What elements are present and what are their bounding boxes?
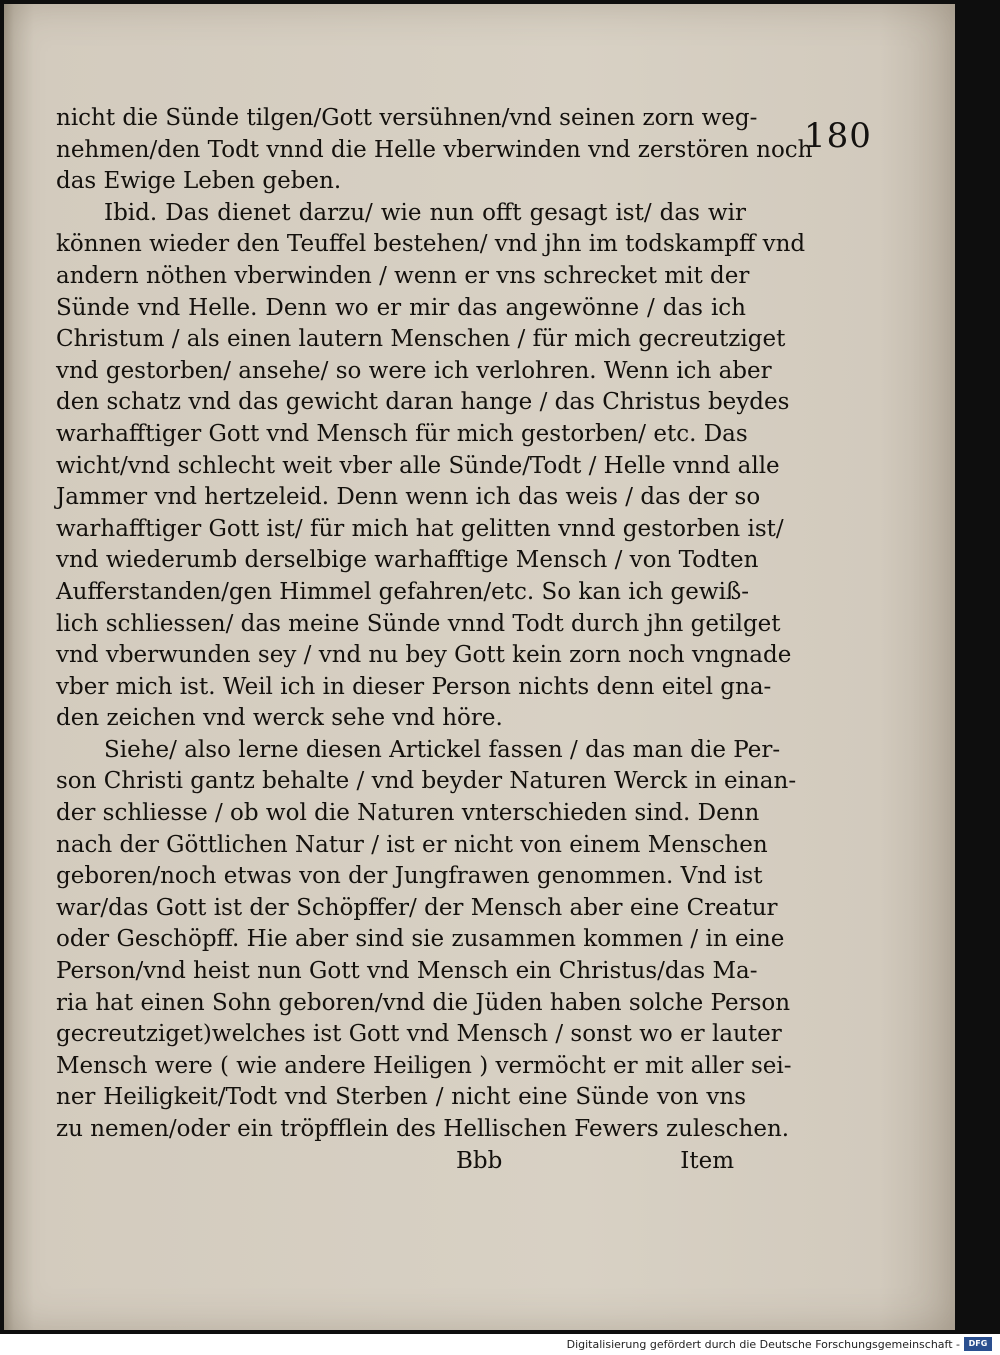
text-block	[56, 103, 813, 1177]
footer-bar	[0, 1334, 1000, 1355]
text-line: den zeichen vnd werck sehe vnd höre.	[56, 705, 503, 732]
signature-mark: Bbb	[456, 1147, 503, 1174]
text-line: oder Geschöpff. Hie aber sind sie zusammen kommen / in eine	[56, 926, 785, 953]
text-line: das Ewige Leben geben.	[56, 168, 342, 195]
text-line: der schliesse / ob wol die Naturen vnterschieden sind. Denn	[56, 800, 760, 827]
text-line: können wieder den Teuffel bestehen/ vnd jhn im todskampff vnd	[56, 231, 806, 258]
text-line: gecreutziget)welches ist Gott vnd Mensch / sonst wo er lauter	[56, 1021, 782, 1048]
text-line: zu nemen/oder ein tröpfflein des Hellischen Fewers zuleschen.	[56, 1116, 790, 1142]
page-number: 180	[804, 116, 872, 156]
signature-line	[56, 1146, 746, 1178]
catchword: Item	[680, 1147, 734, 1174]
text-line: warhafftiger Gott vnd Mensch für mich gestorben/ etc. Das	[56, 420, 748, 447]
funding-notice: Digitalisierung gefördert durch die Deutsche Forschungsgemeinschaft -	[566, 1338, 960, 1351]
text-line: warhafftiger Gott ist/ für mich hat gelitten vnnd gestorben ist/	[56, 515, 784, 542]
text-line: vnd vberwunden sey / vnd nu bey Gott kein zorn noch vngnade	[56, 642, 792, 669]
text-line: lich schliessen/ das meine Sünde vnnd Todt durch jhn getilget	[56, 610, 781, 637]
text-line: ner Heiligkeit/Todt vnd Sterben / nicht eine Sünde von vns	[56, 1084, 746, 1111]
text-line: geboren/noch etwas von der Jungfrawen genommen. Vnd ist	[56, 863, 763, 890]
text-line: vber mich ist. Weil ich in dieser Person nichts denn eitel gna-	[56, 673, 772, 700]
text-line: vnd gestorben/ ansehe/ so were ich verlohren. Wenn ich aber	[56, 357, 772, 384]
text-line: Sünde vnd Helle. Denn wo er mir das angewönne / das ich	[56, 294, 746, 321]
text-line: Aufferstanden/gen Himmel gefahren/etc. So kan ich gewiß-	[56, 578, 750, 605]
text-line: nicht die Sünde tilgen/Gott versühnen/vnd seinen zorn weg-	[56, 105, 758, 131]
book-page	[4, 4, 955, 1330]
text-line: wicht/vnd schlecht weit vber alle Sünde/Todt / Helle vnnd alle	[56, 452, 780, 479]
text-line: vnd wiederumb derselbige warhafftige Mensch / von Todten	[56, 547, 759, 574]
text-line: Mensch were ( wie andere Heiligen ) vermöcht er mit aller sei-	[56, 1052, 792, 1079]
text-line: ria hat einen Sohn geboren/vnd die Jüden haben solche Person	[56, 989, 791, 1016]
text-line: nach der Göttlichen Natur / ist er nicht von einem Menschen	[56, 831, 768, 858]
text-line: andern nöthen vberwinden / wenn er vns schrecket mit der	[56, 262, 750, 289]
text-line: Siehe/ also lerne diesen Artickel fassen / das man die Per-	[104, 736, 781, 763]
text-line: Ibid. Das dienet darzu/ wie nun offt gesagt ist/ das wir	[104, 199, 746, 226]
text-line: Christum / als einen lautern Menschen / für mich gecreutziget	[56, 326, 786, 353]
text-line: war/das Gott ist der Schöpffer/ der Mensch aber eine Creatur	[56, 894, 778, 921]
text-line: den schatz vnd das gewicht daran hange / das Christus beydes	[56, 389, 790, 416]
text-line: nehmen/den Todt vnnd die Helle vberwinden vnd zerstören noch	[56, 136, 813, 163]
dfg-logo: DFG	[964, 1337, 992, 1351]
text-line: son Christi gantz behalte / vnd beyder Naturen Werck in einan-	[56, 768, 797, 795]
text-line: Jammer vnd hertzeleid. Denn wenn ich das weis / das der so	[56, 484, 761, 511]
text-line: Person/vnd heist nun Gott vnd Mensch ein Christus/das Ma-	[56, 958, 758, 985]
